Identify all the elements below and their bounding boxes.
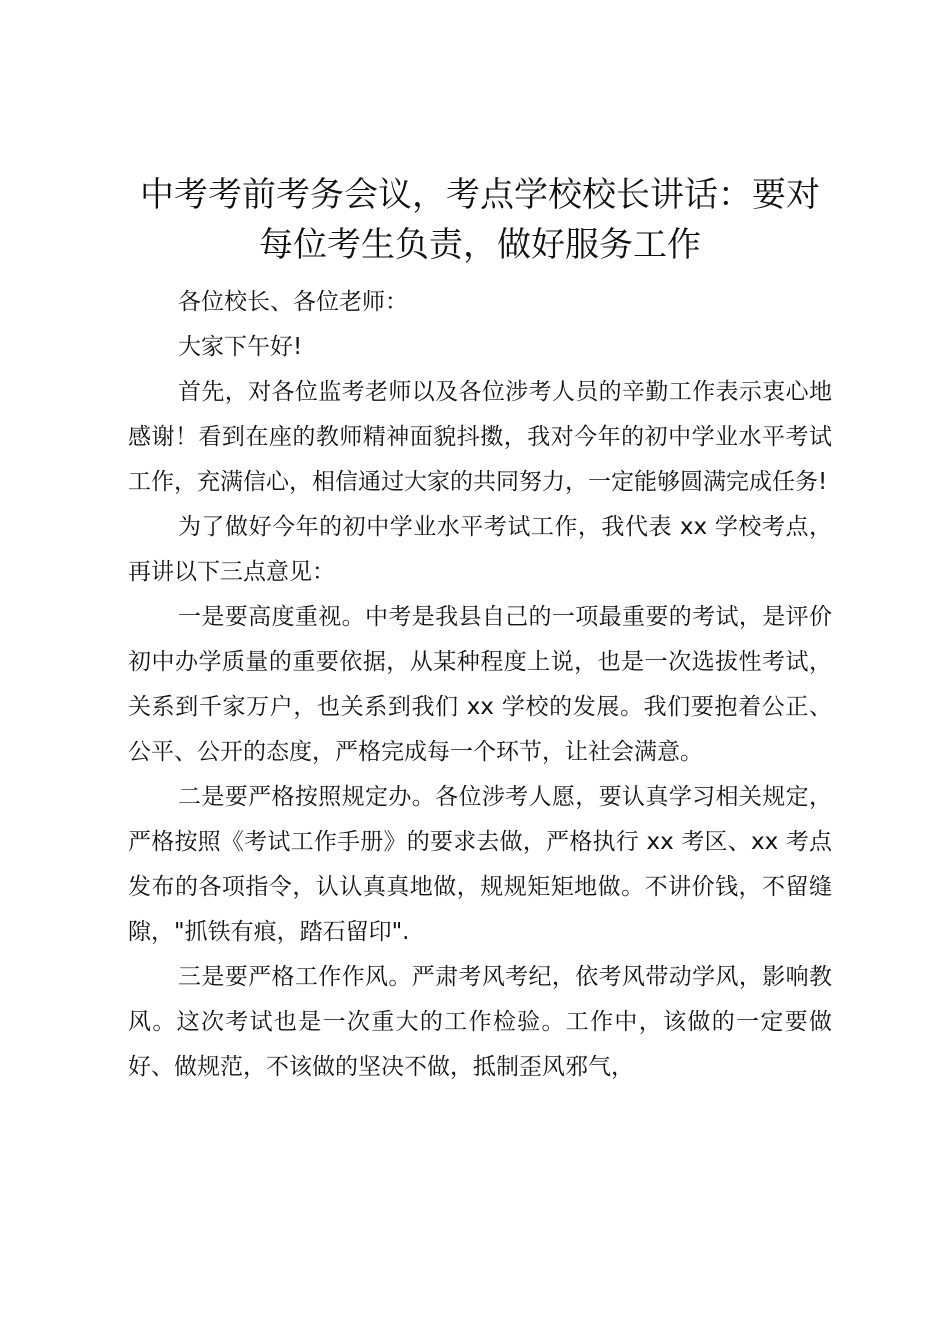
document-page <box>128 170 832 1090</box>
paragraph-point-one: 一是要高度重视。中考是我县自己的一项最重要的考试，是评价初中办学质量的重要依据，从某种程度上说，也是一次选拔性考试，关系到千家万户，也关系到我们 xx 学校的发展。我们要抱着公正、公平、公开的态度，严格完成每一个环节，让社会满意。 <box>128 604 832 765</box>
paragraph-point-two: 二是要严格按照规定办。各位涉考人愿，要认真学习相关规定，严格按照《考试工作手册》的要求去做，严格执行 xx 考区、xx 考点发布的各项指令，认认真真地做，规规矩矩地做。不讲价钱，不留缝隙，"抓铁有痕，踏石留印". <box>128 784 832 945</box>
paragraph-intro: 为了做好今年的初中学业水平考试工作，我代表 xx 学校考点，再讲以下三点意见： <box>128 514 832 585</box>
paragraph-salutation: 各位校长、各位老师： <box>178 289 408 315</box>
paragraph-greeting: 大家下午好! <box>178 334 303 360</box>
paragraph-point-three: 三是要严格工作作风。严肃考风考纪，依考风带动学风，影响教风。这次考试也是一次重大的工作检验。工作中，该做的一定要做好、做规范，不该做的坚决不做，抵制歪风邪气， <box>128 964 832 1080</box>
paragraph-thanks: 首先，对各位监考老师以及各位涉考人员的辛勤工作表示衷心地感谢！看到在座的教师精神面貌抖擞，我对今年的初中学业水平考试工作，充满信心，相信通过大家的共同努力，一定能够圆满完成任务! <box>128 379 832 495</box>
document-title: 中考考前考务会议，考点学校校长讲话：要对每位考生负责，做好服务工作 <box>140 175 820 265</box>
